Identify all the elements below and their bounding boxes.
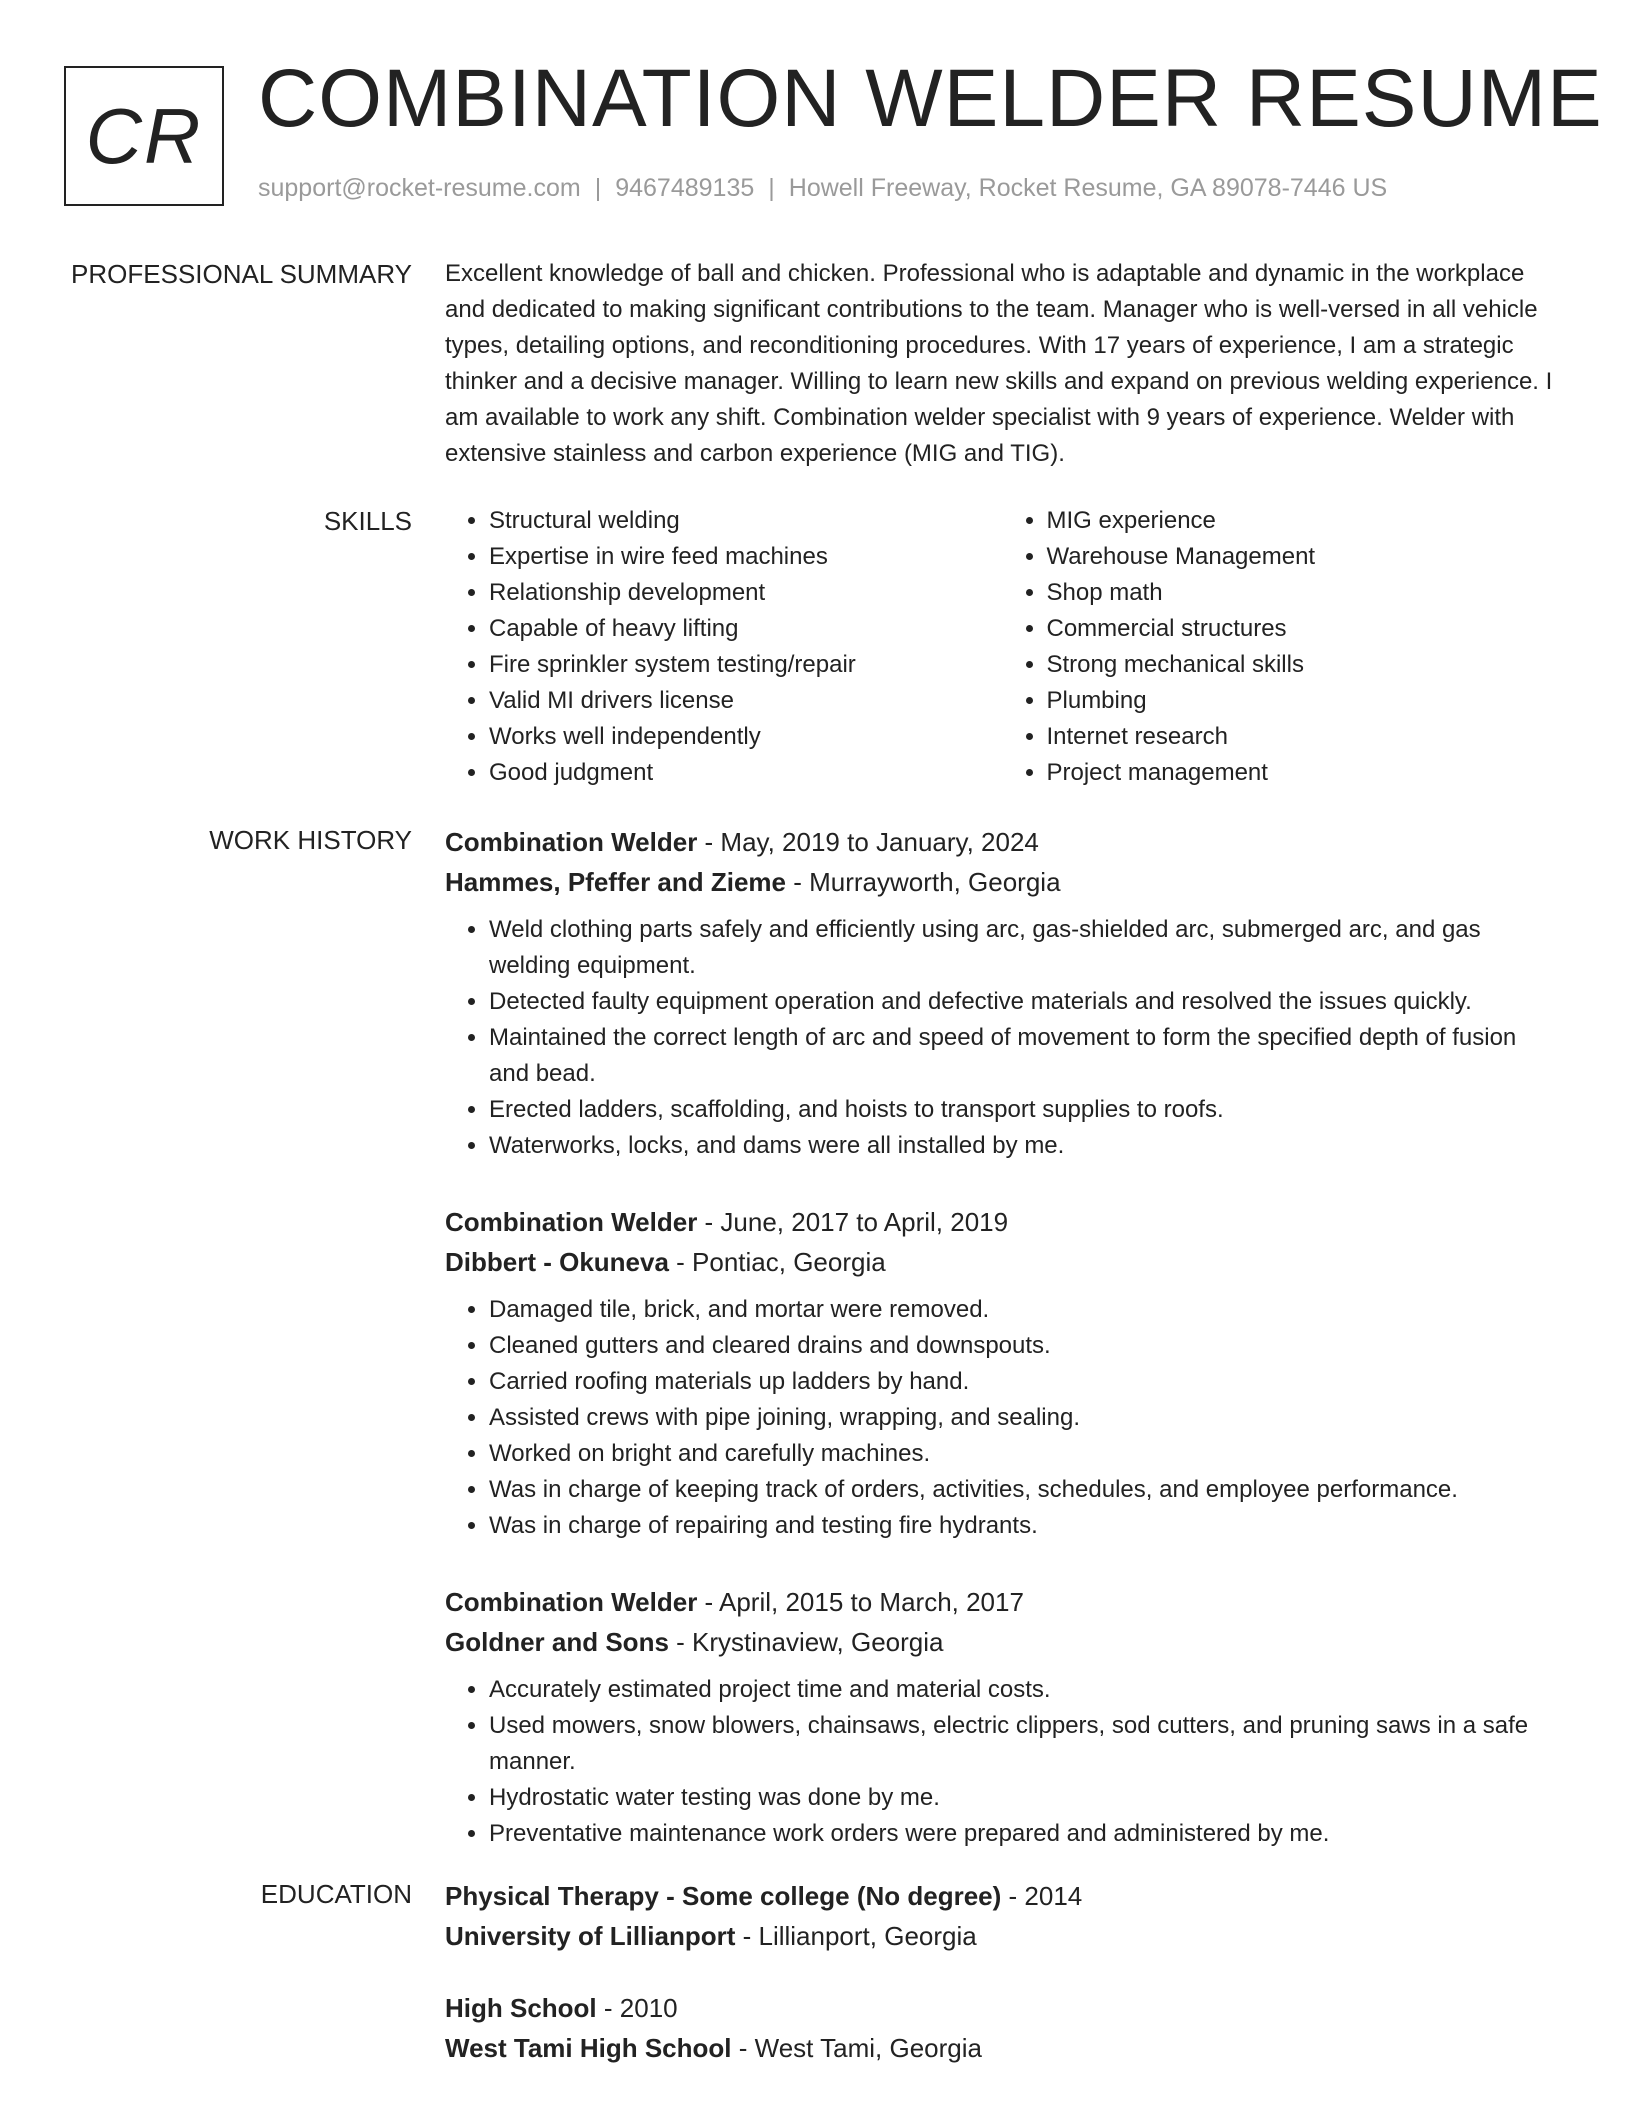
contact-phone: 9467489135 [615,174,755,202]
work-body [445,822,1560,1890]
job-company-line [445,862,1560,902]
job-company: Hammes, Pfeffer and Zieme [445,867,787,897]
education-degree: High School [445,1993,597,2023]
job-title-line [445,1582,1560,1622]
skills-list-right [1003,503,1561,791]
job-role: Combination Welder [445,1587,698,1617]
job-role: Combination Welder [445,1207,698,1237]
job-bullet: • Damaged tile, brick, and mortar were removed. [489,1292,1560,1328]
contact-separator: | [768,174,775,202]
resume-title: COMBINATION WELDER RESUME [258,53,1603,144]
job-entry [445,1202,1560,1544]
job-bullet: • Hydrostatic water testing was done by me. [489,1780,1560,1816]
contact-separator: | [594,174,602,202]
job-bullet: • Was in charge of keeping track of orders, activities, schedules, and employee performance. [489,1472,1560,1508]
job-dates: - June, 2017 to April, 2019 [697,1207,1009,1237]
skill-item: • Warehouse Management [1047,539,1561,575]
summary-body [445,256,1560,472]
skill-item: • Plumbing [1047,683,1561,719]
skill-item: • MIG experience [1047,503,1561,539]
education-entry [445,1988,1560,2068]
job-bullet: • Weld clothing parts safely and efficiently using arc, gas-shielded arc, submerged arc, and gas welding equipment. [489,912,1560,984]
education-body [445,1876,1560,2100]
education-degree-line [445,1876,1560,1916]
education-entry [445,1876,1560,1956]
contact-email: support@rocket-resume.com [258,174,581,202]
skill-item: • Expertise in wire feed machines [489,539,1003,575]
job-bullet: • Preventative maintenance work orders were prepared and administered by me. [489,1816,1560,1852]
job-bullets [445,1672,1560,1852]
job-company: Dibbert - Okuneva [445,1247,669,1277]
contact-line [258,174,1387,203]
education-year: - 2014 [1001,1881,1083,1911]
job-bullet: • Detected faulty equipment operation and defective materials and resolved the issues quickly. [489,984,1560,1020]
monogram-logo: CR [64,66,224,206]
skill-item: • Capable of heavy lifting [489,611,1003,647]
skill-item: • Fire sprinkler system testing/repair [489,647,1003,683]
job-dates: - April, 2015 to March, 2017 [697,1587,1024,1617]
job-dates: - May, 2019 to January, 2024 [697,827,1039,857]
skill-item: • Commercial structures [1047,611,1561,647]
skill-item: • Relationship development [489,575,1003,611]
skill-item: • Internet research [1047,719,1561,755]
skills-heading: SKILLS [323,506,412,536]
summary-text: Excellent knowledge of ball and chicken. Professional who is adaptable and dynamic in the workplace and dedicated to making significant contributions to the team. Manager who is well-versed in all vehicle types, detailing options, and reconditioning procedures. With 17 years of experience, I am a strategic thinker and a decisive manager. Willing to learn new skills and expand on previous welding experience. I am available to work any shift. Combination welder specialist with 9 years of experience. Welder with extensive stainless and carbon experience (MIG and TIG). [445,260,1553,467]
education-degree: Physical Therapy - Some college (No degree) [445,1881,1002,1911]
skill-item: • Strong mechanical skills [1047,647,1561,683]
education-year: - 2010 [596,1993,678,2023]
education-school: West Tami High School [445,2033,732,2063]
education-degree-line [445,1988,1560,2028]
education-heading: EDUCATION [260,1879,412,1909]
job-bullet: • Cleaned gutters and cleared drains and downspouts. [489,1328,1560,1364]
job-title-line [445,1202,1560,1242]
job-bullet: • Maintained the correct length of arc and speed of movement to form the specified depth of fusion and bead. [489,1020,1560,1092]
skill-item: • Valid MI drivers license [489,683,1003,719]
skill-item: • Works well independently [489,719,1003,755]
skills-body [445,503,1560,791]
job-bullet: • Carried roofing materials up ladders by hand. [489,1364,1560,1400]
job-bullet: • Worked on bright and carefully machines. [489,1436,1560,1472]
education-location: - West Tami, Georgia [731,2033,982,2063]
skills-list-left [445,503,1003,791]
job-bullet: • Erected ladders, scaffolding, and hoists to transport supplies to roofs. [489,1092,1560,1128]
skill-item: • Good judgment [489,755,1003,791]
skill-item: • Project management [1047,755,1561,791]
education-location: - Lillianport, Georgia [735,1921,977,1951]
contact-address: Howell Freeway, Rocket Resume, GA 89078-7446 US [788,174,1388,202]
summary-heading: PROFESSIONAL SUMMARY [71,259,412,289]
education-school-line [445,1916,1560,1956]
job-bullet: • Was in charge of repairing and testing fire hydrants. [489,1508,1560,1544]
job-bullet: • Accurately estimated project time and material costs. [489,1672,1560,1708]
job-bullets [445,912,1560,1164]
skill-item: • Structural welding [489,503,1003,539]
job-bullet: • Waterworks, locks, and dams were all installed by me. [489,1128,1560,1164]
job-company-line [445,1622,1560,1662]
job-company-line [445,1242,1560,1282]
job-bullets [445,1292,1560,1544]
job-location: - Pontiac, Georgia [668,1247,886,1277]
education-school-line [445,2028,1560,2068]
work-heading: WORK HISTORY [209,825,412,855]
job-title-line [445,822,1560,862]
job-location: - Murrayworth, Georgia [786,867,1061,897]
job-bullet: • Used mowers, snow blowers, chainsaws, electric clippers, sod cutters, and pruning saws in a safe manner. [489,1708,1560,1780]
skill-item: • Shop math [1047,575,1561,611]
job-company: Goldner and Sons [445,1627,669,1657]
job-entry [445,822,1560,1164]
job-bullet: • Assisted crews with pipe joining, wrapping, and sealing. [489,1400,1560,1436]
job-role: Combination Welder [445,827,698,857]
job-entry [445,1582,1560,1852]
job-location: - Krystinaview, Georgia [668,1627,944,1657]
education-school: University of Lillianport [445,1921,736,1951]
